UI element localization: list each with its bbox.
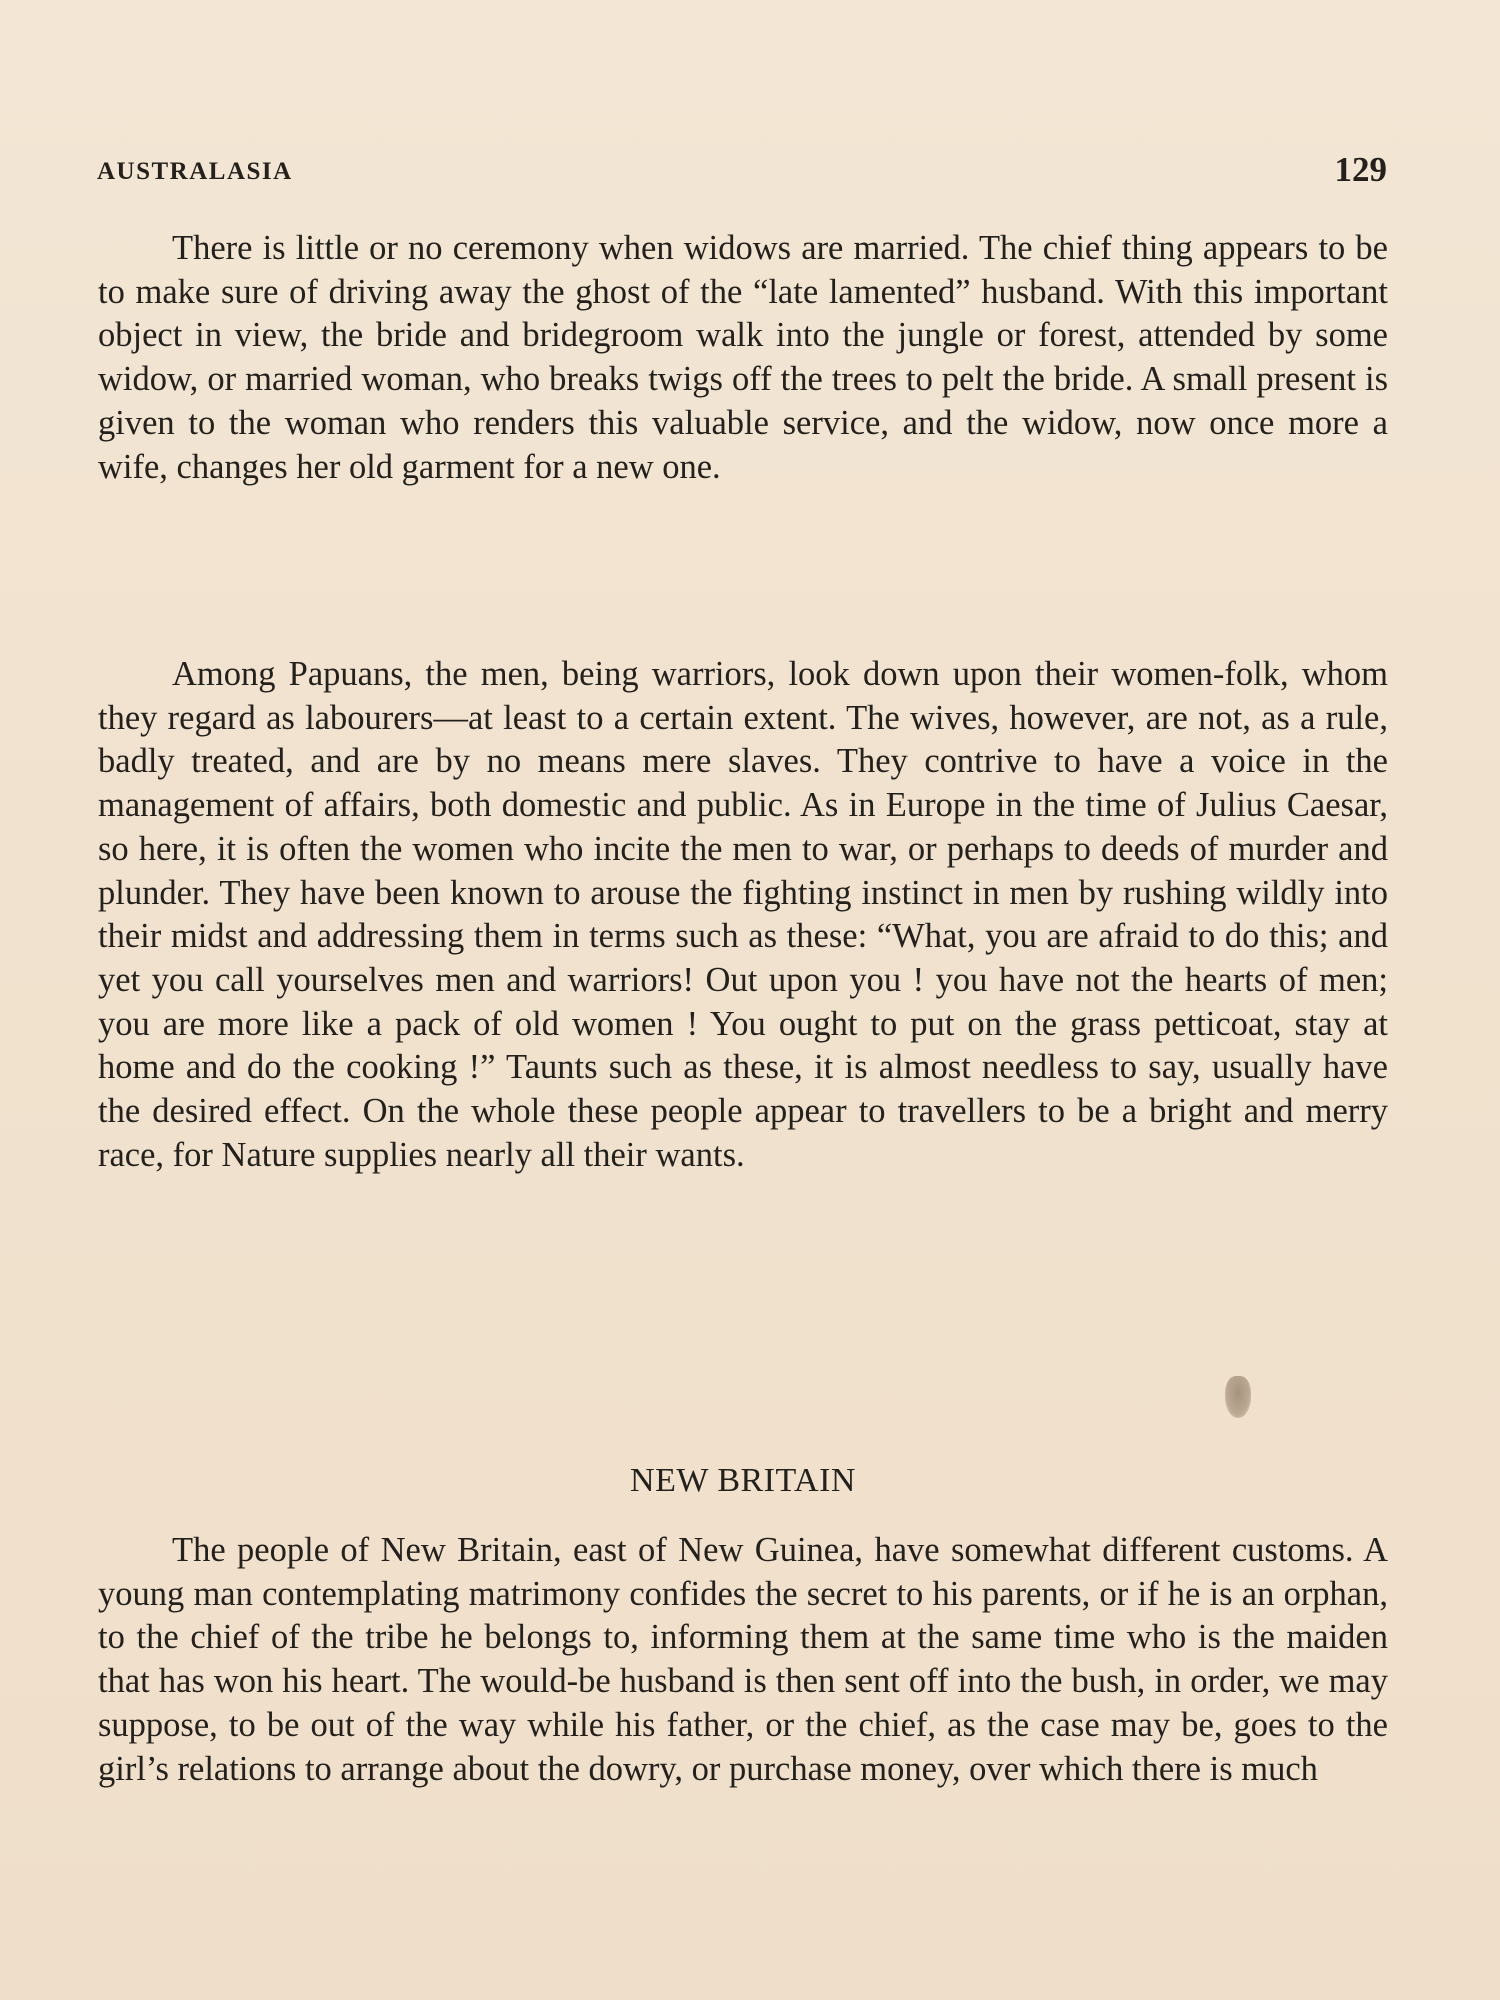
paragraph-widow-marriage: There is little or no ceremony when widows are married. The chief thing appears to be to make sure of driving away the ghost of the “late lamented” husband. With this important object in view, the bride and bridegroom walk into the jungle or forest, attended by some widow, or married woman, who breaks twigs off the trees to pelt the bride. A small present is given to the woman who renders this valuable service, and the widow, now once more a wife, changes her old garment for a new one. — [98, 229, 1388, 486]
page-number: 129 — [1334, 150, 1387, 189]
section-heading: NEW BRITAIN — [630, 1462, 856, 1499]
page-stain — [1225, 1376, 1251, 1418]
paragraph-papuan-women: Among Papuans, the men, being warriors, look down upon their women-folk, whom they regard as labourers—at least to a certain extent. The wives, however, are not, as a rule, badly treated, and are by no means mere slaves. They contrive to have a voice in the management of affairs, both domestic and public. As in Europe in the time of Julius Caesar, so here, it is often the women who incite the men to war, or perhaps to deeds of murder and plunder. They have been known to arouse the fighting instinct in men by rushing wildly into their midst and addressing them in terms such as these: “What, you are afraid to do this; and yet you call yourselves men and warriors! Out upon you ! you have not the hearts of men; you are more like a pack of old women ! You ought to put on the grass petticoat, stay at home and do the cooking !” Taunts such as these, it is almost needless to say, usually have the desired effect. On the whole these people appear to travellers to be a bright and merry race, for Nature supplies nearly all their wants. — [98, 655, 1388, 1174]
paragraph-new-britain: The people of New Britain, east of New Guinea, have somewhat different customs. A young man contemplating matrimony confides the secret to his parents, or if he is an orphan, to the chief of the tribe he belongs to, informing them at the same time who is the maiden that has won his heart. The would-be husband is then sent off into the bush, in order, we may suppose, to be out of the way while his father, or the chief, as the case may be, goes to the girl’s relations to arrange about the dowry, or purchase money, over which there is much — [98, 1531, 1388, 1788]
page-header — [97, 150, 1387, 200]
running-head: AUSTRALASIA — [97, 158, 293, 185]
